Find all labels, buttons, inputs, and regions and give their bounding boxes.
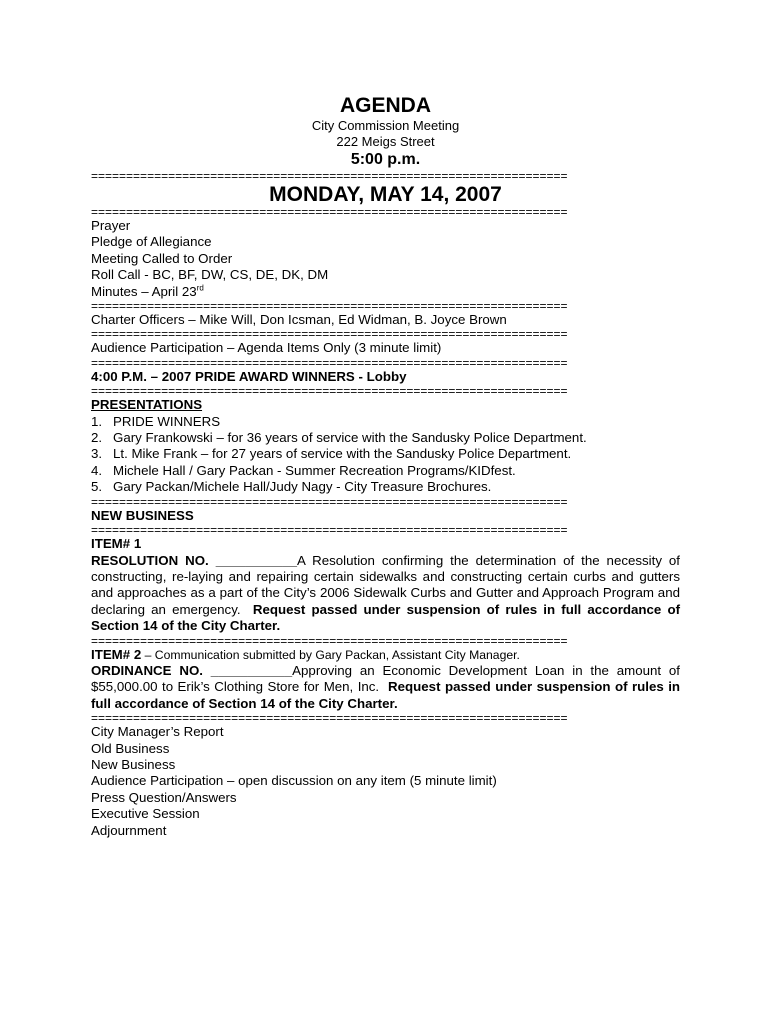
list-item [91,414,680,430]
divider: ==================================================================== [91,524,568,537]
divider: ==================================================================== [91,385,568,398]
divider: ==================================================================== [91,206,568,218]
minutes-item [91,284,680,300]
closing-section [91,724,680,839]
item-1 [91,536,680,634]
ordinance-text: Approving an Economic Development Loan in the amount of $55,000.00 to Erik’s Clothing Store for Men, Inc. [91,662,680,695]
divider: ==================================================================== [91,328,568,341]
charter-officers: Charter Officers – Mike Will, Don Icsman, Ed Widman, B. Joyce Brown [91,312,507,328]
ordinance-request: Request passed under suspension of rules in full accordance of Section 14 of the City Charter. [91,679,681,711]
meeting-time: 5:00 p.m. [350,151,421,168]
opening-section [91,218,680,300]
list-text: Gary Frankowski – for 36 years of service with the Sandusky Police Department. [113,430,587,446]
list-item [91,430,680,446]
list-text: Lt. Mike Frank – for 27 years of service with the Sandusky Police Department. [113,446,572,462]
item-2-communication: – Communication submitted by Gary Packan, Assistant City Manager. [141,647,520,662]
agenda-header [91,94,680,170]
audience-participation-agenda: Audience Participation – Agenda Items Only (3 minute limit) [91,340,442,356]
presentations-heading: PRESENTATIONS [91,397,203,413]
resolution-text: A Resolution confirming the determination of the necessity of constructing, re-laying and repairing certain sidewalks and constructing certain curbs and gutters and approaches as a part of the City’s 2006 Sidewalk Curbs and Gutter and Approach Program and declaring an emergency. [91,552,681,617]
opening-item: Pledge of Allegiance [91,234,212,250]
closing-item: Press Question/Answers [91,789,237,805]
minutes-suffix: rd [196,283,204,293]
list-item [91,446,680,462]
opening-item: Meeting Called to Order [91,250,233,266]
resolution-request: Request passed under suspension of rules in full accordance of Section 14 of the City Charter. [91,601,681,634]
ordinance-label: ORDINANCE NO. ___________ [91,662,293,678]
divider: ==================================================================== [91,495,568,508]
closing-item: New Business [91,756,176,772]
item-2-header [91,647,680,663]
list-number: 4. [91,462,103,478]
list-text: Gary Packan/Michele Hall/Judy Nagy - City Treasure Brochures. [113,479,492,495]
item-1-label: ITEM# 1 [91,536,142,552]
new-business-heading: NEW BUSINESS [91,507,194,523]
page-title: AGENDA [339,94,431,117]
item-2-body [91,663,680,712]
minutes-text: Minutes – April 23 [91,283,197,299]
closing-item: Adjournment [91,822,167,838]
list-item [91,479,680,495]
item-2 [91,647,680,713]
presentations-list [91,414,680,496]
list-text: PRIDE WINNERS [113,413,221,429]
divider: ==================================================================== [91,300,568,313]
list-item [91,463,680,479]
agenda-document [91,94,680,839]
closing-item: City Manager’s Report [91,724,224,740]
list-number: 3. [91,446,103,462]
opening-item: Prayer [91,218,131,233]
presentations-section [91,397,680,495]
meeting-address: 222 Meigs Street [336,134,435,149]
divider: ==================================================================== [91,634,568,647]
list-number: 1. [91,413,103,429]
closing-item: Old Business [91,740,170,756]
closing-item: Audience Participation – open discussion on any item (5 minute limit) [91,773,497,789]
meeting-date: MONDAY, MAY 14, 2007 [269,183,502,206]
divider: ==================================================================== [91,356,568,369]
list-number: 5. [91,479,103,495]
list-text: Michele Hall / Gary Packan - Summer Recreation Programs/KIDfest. [113,462,516,478]
opening-item: Roll Call - BC, BF, DW, CS, DE, DK, DM [91,267,329,283]
list-number: 2. [91,430,103,446]
resolution-label: RESOLUTION NO. ___________ [91,552,298,568]
pride-award-line: 4:00 P.M. – 2007 PRIDE AWARD WINNERS - Lobby [91,368,407,384]
item-1-body [91,553,680,635]
divider: ==================================================================== [91,712,568,725]
closing-item: Executive Session [91,806,200,822]
item-2-label: ITEM# 2 [91,646,142,662]
divider: ==================================================================== [91,170,568,182]
meeting-name: City Commission Meeting [311,118,460,133]
